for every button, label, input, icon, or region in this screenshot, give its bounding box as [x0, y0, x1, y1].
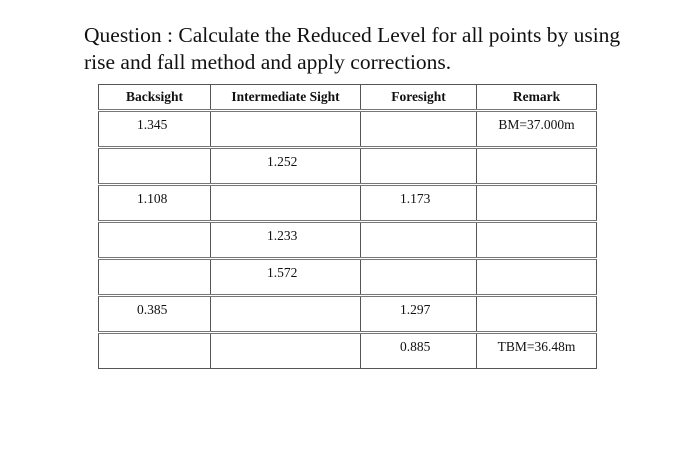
- header-foresight: Foresight: [361, 85, 477, 111]
- intermediate-sight-cell: [211, 111, 361, 148]
- remark-cell: [477, 296, 597, 333]
- levelling-table: [98, 84, 597, 369]
- question-text: [84, 22, 684, 76]
- backsight-cell: 1.345: [99, 111, 211, 148]
- remark-cell: TBM=36.48m: [477, 333, 597, 369]
- intermediate-sight-cell: [211, 185, 361, 222]
- table-row: [99, 185, 597, 222]
- question-line-1: Question : Calculate the Reduced Level for all points by using: [84, 23, 621, 47]
- table-row: [99, 296, 597, 333]
- intermediate-sight-cell: 1.252: [211, 148, 361, 185]
- foresight-cell: 0.885: [361, 333, 477, 369]
- foresight-cell: [361, 222, 477, 259]
- foresight-cell: 1.297: [361, 296, 477, 333]
- backsight-cell: [99, 222, 211, 259]
- header-intermediate-sight: Intermediate Sight: [211, 85, 361, 111]
- remark-cell: [477, 259, 597, 296]
- backsight-cell: [99, 333, 211, 369]
- backsight-cell: 1.108: [99, 185, 211, 222]
- intermediate-sight-cell: 1.572: [211, 259, 361, 296]
- table-row: [99, 111, 597, 148]
- remark-cell: [477, 222, 597, 259]
- backsight-cell: 0.385: [99, 296, 211, 333]
- table-row: [99, 222, 597, 259]
- backsight-cell: [99, 259, 211, 296]
- foresight-cell: [361, 148, 477, 185]
- header-remark: Remark: [477, 85, 597, 111]
- intermediate-sight-cell: [211, 333, 361, 369]
- remark-cell: BM=37.000m: [477, 111, 597, 148]
- table-row: [99, 148, 597, 185]
- header-backsight: Backsight: [99, 85, 211, 111]
- question-line-2: rise and fall method and apply corrections.: [84, 50, 452, 74]
- table-row: [99, 259, 597, 296]
- remark-cell: [477, 148, 597, 185]
- foresight-cell: [361, 259, 477, 296]
- intermediate-sight-cell: [211, 296, 361, 333]
- remark-cell: [477, 185, 597, 222]
- foresight-cell: [361, 111, 477, 148]
- table-header-row: [99, 85, 597, 111]
- backsight-cell: [99, 148, 211, 185]
- table-row: [99, 333, 597, 369]
- foresight-cell: 1.173: [361, 185, 477, 222]
- intermediate-sight-cell: 1.233: [211, 222, 361, 259]
